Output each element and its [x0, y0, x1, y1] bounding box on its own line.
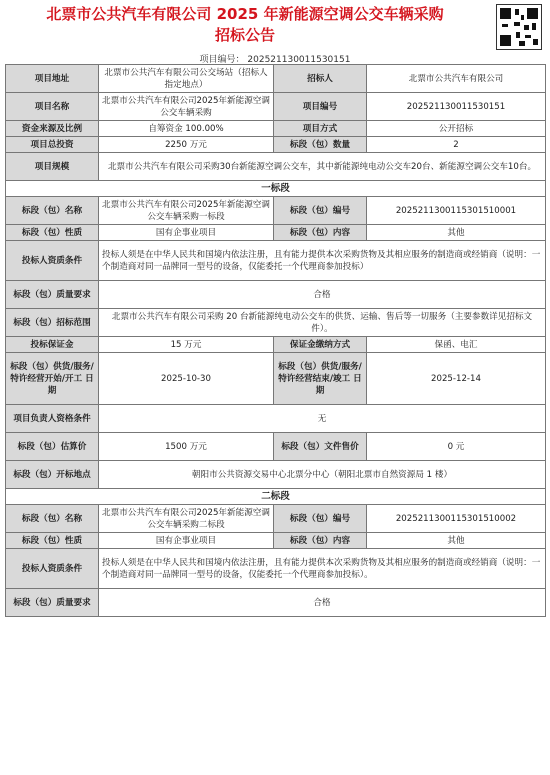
investment-label: 项目总投资 — [6, 137, 99, 153]
lot2-nature-label: 标段（包）性质 — [6, 533, 99, 549]
lot1-qualification-value: 投标人须是在中华人民共和国境内依法注册，且有能力提供本次采购货物及其相应服务的制造商或经销商（说明：一个制造商对同一品牌同一型号的设备，仅能委托一个代理商参加投标） — [99, 241, 546, 281]
location-label: 项目地址 — [6, 65, 99, 93]
lot1-opening-value: 朝阳市公共资源交易中心北票分中心（朝阳北票市自然资源局 1 楼） — [99, 461, 546, 489]
lot1-content-value: 其他 — [367, 225, 546, 241]
lot2-header: 二标段 — [6, 489, 546, 505]
lot1-price-value: 1500 万元 — [99, 433, 274, 461]
document-title — [0, 4, 490, 46]
lot2-quality-label: 标段（包）质量要求 — [6, 589, 99, 617]
lot1-qualification-label: 投标人资质条件 — [6, 241, 99, 281]
lot1-code-label: 标段（包）编号 — [274, 197, 367, 225]
fund-label: 资金来源及比例 — [6, 121, 99, 137]
lot1-opening-label: 标段（包）开标地点 — [6, 461, 99, 489]
lot-count-value: 2 — [367, 137, 546, 153]
method-label: 项目方式 — [274, 121, 367, 137]
project-code-value: 202521130011530151 — [367, 93, 546, 121]
lot-count-label: 标段（包）数量 — [274, 137, 367, 153]
lot2-name-label: 标段（包）名称 — [6, 505, 99, 533]
lot1-doc-price-label: 标段（包）文件售价 — [274, 433, 367, 461]
title-line-2: 招标公告 — [214, 26, 275, 44]
lot1-name-label: 标段（包）名称 — [6, 197, 99, 225]
lot1-end-date-label: 标段（包）供货/服务/特许经营结束/竣工 日期 — [274, 353, 367, 405]
lot2-content-label: 标段（包）内容 — [274, 533, 367, 549]
lot1-price-label: 标段（包）估算价 — [6, 433, 99, 461]
fund-value: 自筹资金 100.00% — [99, 121, 274, 137]
project-number-line: 项目编号： 202521130011530151 — [199, 55, 351, 65]
lot2-content-value: 其他 — [367, 533, 546, 549]
project-name-value: 北票市公共汽车有限公司2025年新能源空调公交车辆采购 — [99, 93, 274, 121]
tender-table — [5, 64, 546, 617]
qr-code-icon — [496, 4, 542, 50]
scale-label: 项目规模 — [6, 153, 99, 181]
lot2-qualification-value: 投标人须是在中华人民共和国境内依法注册，且有能力提供本次采购货物及其相应服务的制造商或经销商（说明：一个制造商对同一品牌同一型号的设备，仅能委托一个代理商参加投标）。 — [99, 549, 546, 589]
lot2-qualification-label: 投标人资质条件 — [6, 549, 99, 589]
lot1-scope-label: 标段（包）招标范围 — [6, 309, 99, 337]
tenderer-value: 北票市公共汽车有限公司 — [367, 65, 546, 93]
lot2-quality-value: 合格 — [99, 589, 546, 617]
project-code-label: 项目编号 — [274, 93, 367, 121]
lot1-manager-value: 无 — [99, 405, 546, 433]
lot1-content-label: 标段（包）内容 — [274, 225, 367, 241]
tenderer-label: 招标人 — [274, 65, 367, 93]
lot1-nature-value: 国有企事业项目 — [99, 225, 274, 241]
lot1-bond-label: 投标保证金 — [6, 337, 99, 353]
location-value: 北票市公共汽车有限公司公交场站（招标人指定地点） — [99, 65, 274, 93]
scale-value: 北票市公共汽车有限公司采购30台新能源空调公交车，其中新能源纯电动公交车20台、新能源空调公交车10台。 — [99, 153, 546, 181]
lot1-manager-label: 项目负责人资格条件 — [6, 405, 99, 433]
lot1-doc-price-value: 0 元 — [367, 433, 546, 461]
lot2-nature-value: 国有企事业项目 — [99, 533, 274, 549]
lot1-bond-method-label: 保证金缴纳方式 — [274, 337, 367, 353]
lot1-header: 一标段 — [6, 181, 546, 197]
lot1-bond-method-value: 保函、电汇 — [367, 337, 546, 353]
lot1-code-value: 2025211300115301510001 — [367, 197, 546, 225]
lot2-code-value: 2025211300115301510002 — [367, 505, 546, 533]
lot1-end-date-value: 2025-12-14 — [367, 353, 546, 405]
investment-value: 2250 万元 — [99, 137, 274, 153]
method-value: 公开招标 — [367, 121, 546, 137]
lot1-bond-value: 15 万元 — [99, 337, 274, 353]
lot1-quality-value: 合格 — [99, 281, 546, 309]
lot1-start-date-label: 标段（包）供货/服务/特许经营开始/开工 日期 — [6, 353, 99, 405]
lot1-nature-label: 标段（包）性质 — [6, 225, 99, 241]
lot1-scope-value: 北票市公共汽车有限公司采购 20 台新能源纯电动公交车的供货、运输、售后等一切服务（主要参数详见招标文件）。 — [99, 309, 546, 337]
lot1-start-date-value: 2025-10-30 — [99, 353, 274, 405]
lot1-quality-label: 标段（包）质量要求 — [6, 281, 99, 309]
lot2-name-value: 北票市公共汽车有限公司2025年新能源空调公交车辆采购二标段 — [99, 505, 274, 533]
project-name-label: 项目名称 — [6, 93, 99, 121]
lot2-code-label: 标段（包）编号 — [274, 505, 367, 533]
title-line-1: 北票市公共汽车有限公司 2025 年新能源空调公交车辆采购 — [46, 5, 444, 23]
lot1-name-value: 北票市公共汽车有限公司2025年新能源空调公交车辆采购一标段 — [99, 197, 274, 225]
